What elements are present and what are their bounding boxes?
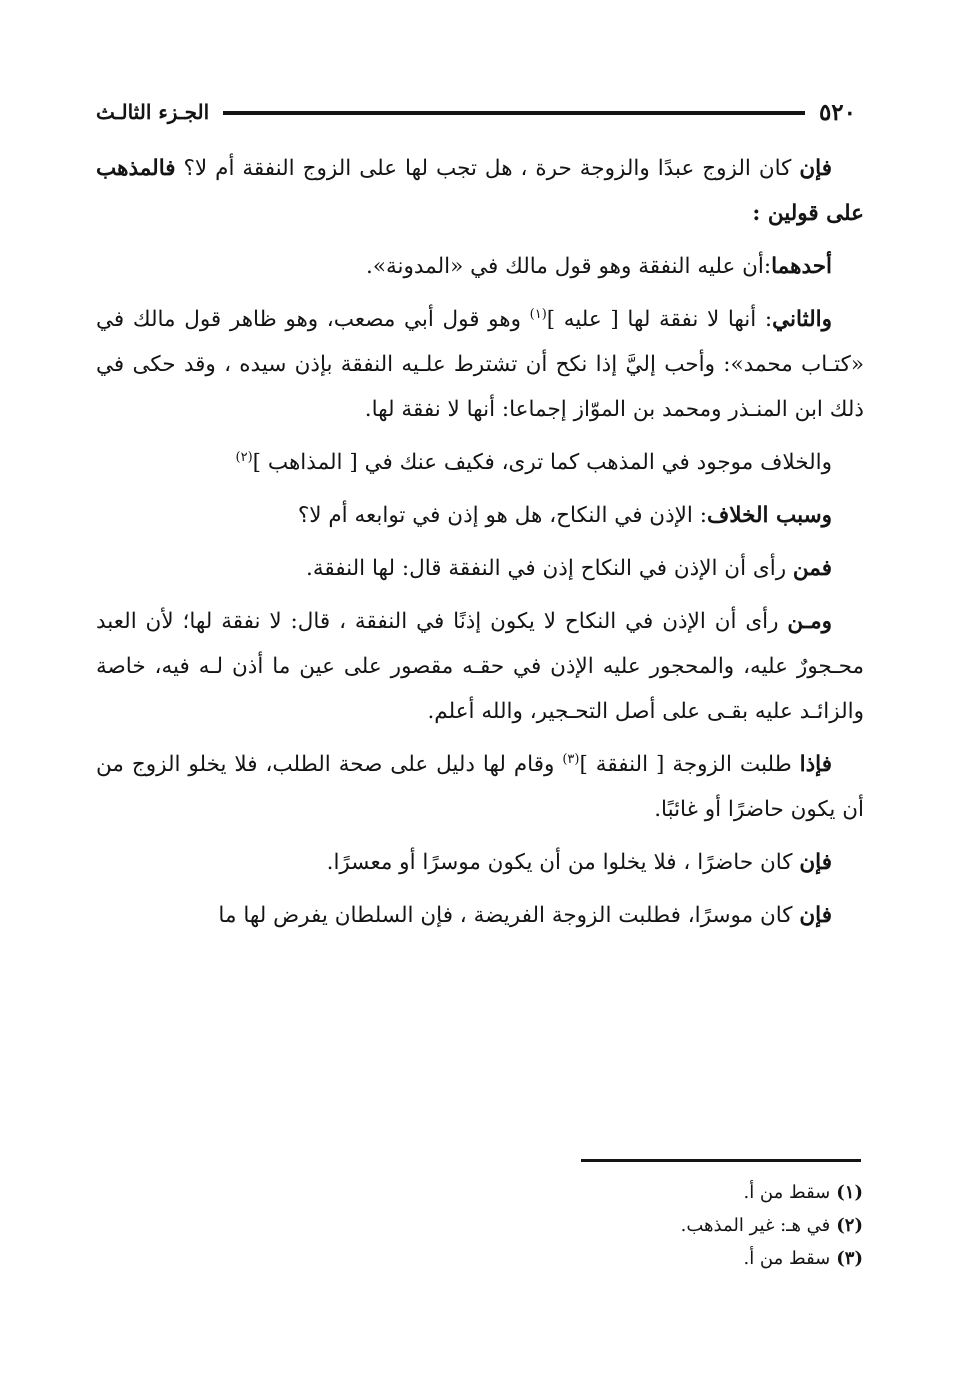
paragraph-text: رأى أن الإذن في النكاح إذن في النفقة قال: لها النفقة.: [306, 556, 793, 581]
paragraph-text-continued: وقام لها دليل على صحة الطلب، فلا يخلو الزوج من أن يكون حاضرًا أو غائبًا.: [96, 752, 864, 822]
paragraph: [96, 742, 864, 832]
paragraph-lead: فمن: [792, 556, 832, 581]
paragraph: [96, 840, 864, 885]
paragraph: [96, 244, 864, 289]
paragraph-text: والخلاف موجود في المذهب كما ترى، فكيف عنك في [ المذاهب ]: [252, 450, 832, 475]
running-title: الجـزء الثالـث: [96, 100, 210, 124]
footnote: [363, 1209, 863, 1242]
footnote: [363, 1176, 863, 1209]
footnote-text: في هـ: غير المذهب.: [680, 1215, 831, 1236]
footnote: [363, 1242, 863, 1275]
paragraph-lead: فإن: [799, 156, 832, 181]
header-rule: [223, 111, 805, 115]
footnote-ref: (٢): [235, 449, 253, 465]
paragraph-text: : الإذن في النكاح، هل هو إذن في توابعه أم لا؟: [297, 503, 707, 528]
paragraph-bold-tail: فالمذهب على قولين :: [96, 156, 864, 226]
paragraph: [96, 146, 864, 236]
paragraph-lead: أحدهما: [771, 254, 832, 279]
paragraph: [96, 493, 864, 538]
paragraph: [96, 440, 864, 485]
paragraph-text: كان موسرًا، فطلبت الزوجة الفريضة ، فإن السلطان يفرض لها ما: [218, 903, 800, 928]
paragraph-lead: وسبب الخلاف: [706, 503, 832, 528]
paragraph: [96, 599, 864, 734]
paragraph-text: طلبت الزوجة [ النفقة ]: [579, 752, 800, 777]
paragraph-text: : أنها لا نفقة لها [ عليه ]: [546, 307, 773, 332]
footnotes: [363, 1176, 863, 1275]
paragraph: [96, 546, 864, 591]
paragraph-lead: فإن: [799, 850, 832, 875]
paragraph-lead: فإذا: [799, 752, 832, 777]
footnote-ref: (٣): [562, 751, 580, 767]
footnote-number: (١): [836, 1182, 863, 1203]
footnote-text: سقط من أ.: [743, 1182, 831, 1203]
footnote-text: سقط من أ.: [743, 1248, 831, 1269]
paragraph-text: :أن عليه النفقة وهو قول مالك في «المدونة».: [365, 254, 772, 279]
paragraph-text: كان حاضرًا ، فلا يخلوا من أن يكون موسرًا أو معسرًا.: [326, 850, 800, 875]
paragraph-lead: ومـن: [787, 609, 832, 634]
paragraph-text: كان الزوج عبدًا والزوجة حرة ، هل تجب لها على الزوج النفقة أم لا؟: [175, 156, 800, 181]
paragraph-lead: والثاني: [772, 307, 832, 332]
footnote-ref: (١): [529, 306, 547, 322]
body-text: [96, 146, 864, 946]
paragraph-text: رأى أن الإذن في النكاح لا يكون إذنًا في النفقة ، قال: لا نفقة لها؛ لأن العبد محـجورٌ عليه، والمحجور عليه الإذن في حقـه مقصور على عين ما أذن لـه فيه، خاصة والزائـد عليه بقـى على أصل التحـجير، والله أعلم.: [96, 609, 864, 724]
paragraph-text-continued: وهو قول أبي مصعب، وهو ظاهر قول مالك في «كتـاب محمد»: وأحب إليَّ إذا نكح أن تشترط علـيه النفقة بإذن سيده ، وقد حكى في ذلك ابن المنـذر ومحمد بن الموّاز إجماعا: أنها لا نفقة لها.: [96, 307, 864, 422]
footnote-rule: [581, 1159, 861, 1162]
page-number: ٥٢٠: [818, 98, 856, 126]
paragraph-lead: فإن: [799, 903, 832, 928]
page-header: [96, 92, 856, 132]
paragraph: [96, 297, 864, 432]
footnote-number: (٣): [836, 1248, 863, 1269]
footnote-number: (٢): [836, 1215, 863, 1236]
paragraph: [96, 893, 864, 938]
